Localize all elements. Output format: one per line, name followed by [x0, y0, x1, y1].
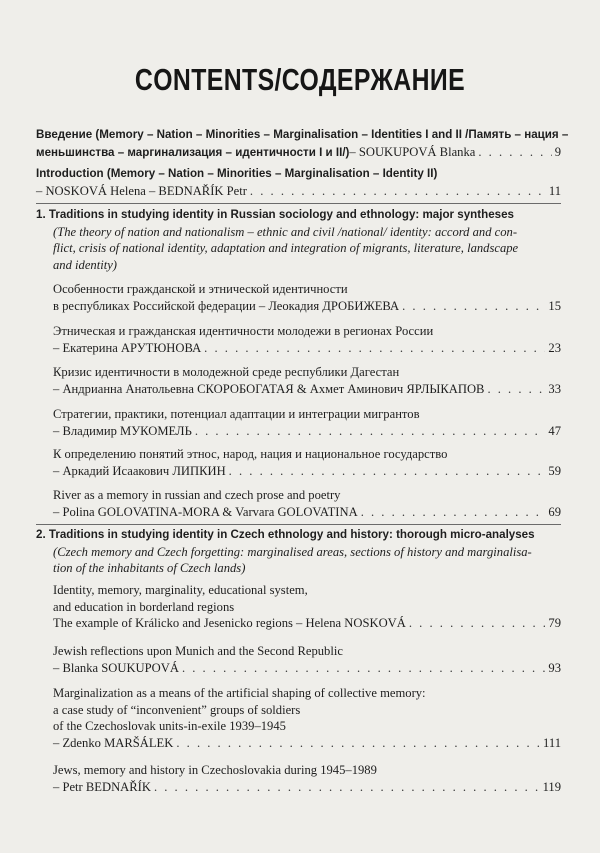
entry-title: Marginalization as a means of the artificial shaping of collective memory: [53, 686, 426, 700]
entry-title: and education in borderland regions [53, 599, 235, 614]
page-number: 93 [548, 660, 561, 675]
leader-dots [229, 463, 546, 480]
entry-author: в республиках Российской федерации – Леокадия ДРОБИЖЕВА [53, 298, 400, 313]
section-description-line: (Czech memory and Czech forgetting: marginalised areas, sections of history and marginalisa- [53, 544, 532, 559]
entry-author: – Blanka SOUKUPOVÁ [53, 660, 179, 675]
toc-entry [36, 406, 561, 439]
leader-dots [182, 660, 545, 677]
section-1 [36, 207, 561, 273]
entry-author-line [36, 144, 561, 162]
leader-dots [154, 779, 540, 796]
entry-title: Jewish reflections upon Munich and the Second Republic [53, 644, 343, 658]
page-number: 23 [548, 340, 561, 355]
leader-dots [176, 735, 540, 752]
entry-author: – Владимир МУКОМЕЛЬ [53, 423, 192, 438]
page-number: 119 [542, 779, 561, 794]
entry-author-line [53, 423, 561, 440]
leader-dots [478, 144, 551, 161]
section-heading: 2. Traditions in studying identity in Czech ethnology and history: thorough micro-analyses [36, 528, 535, 541]
entry-title: a case study of “inconvenient” groups of soldiers [53, 702, 301, 717]
toc-entry [36, 281, 561, 314]
page-number: 9 [554, 144, 561, 159]
leader-dots [409, 615, 546, 632]
entry-title: Этническая и гражданская идентичности молодежи в регионах России [53, 324, 434, 338]
page-number: 47 [548, 423, 561, 438]
entry-author-line [53, 735, 561, 752]
leader-dots [361, 504, 546, 521]
leader-dots [402, 298, 545, 315]
page-number: 79 [548, 616, 561, 630]
page-number: 59 [548, 463, 561, 478]
entry-author-line [53, 381, 561, 398]
toc-entry [36, 323, 561, 356]
toc-entry [36, 446, 561, 479]
entry-author-line [53, 298, 561, 315]
toc-entry [36, 487, 561, 520]
entry-author-line [53, 463, 561, 480]
section-2 [36, 527, 561, 577]
leader-dots [204, 340, 545, 357]
leader-dots [250, 183, 546, 200]
section-description-line: tion of the inhabitants of Czech lands) [53, 561, 246, 575]
entry-author: – Андрианна Анатольевна СКОРОБОГАТАЯ & Ахмет Аминович ЯРЛЫКАПОВ [53, 381, 485, 396]
entry-title: Jews, memory and history in Czechoslovakia during 1945–1989 [53, 763, 377, 777]
entry-title-cont: меньшинства – маргинализация – идентичности I и II/) [36, 145, 350, 159]
entry-author: The example of Králicko and Jesenicko regions – Helena NOSKOVÁ [53, 616, 406, 630]
page-title: CONTENTS/СОДЕРЖАНИЕ [134, 62, 466, 97]
entry-title: of the Czechoslovak units-in-exile 1939–1945 [53, 719, 286, 733]
entry-author: – SOUKUPOVÁ Blanka [349, 144, 476, 159]
toc-entry [36, 685, 561, 751]
toc-entry [36, 762, 561, 795]
entry-author: – Petr BEDNAŘÍK [53, 779, 151, 794]
page-number: 33 [548, 381, 561, 396]
leader-dots [487, 381, 545, 398]
toc-entry [36, 643, 561, 676]
page-number: 11 [548, 183, 561, 198]
entry-author-line [53, 615, 561, 632]
page-number: 111 [543, 735, 561, 750]
entry-author-line [53, 660, 561, 677]
entry-author-line [53, 340, 561, 357]
toc-entry [36, 364, 561, 397]
entry-title: Особенности гражданской и этнической идентичности [53, 282, 348, 296]
entry-title: Introduction (Memory – Nation – Minorities – Marginalisation – Identity II) [36, 167, 438, 180]
entry-author-line [53, 504, 561, 521]
entry-title: River as a memory in russian and czech prose and poetry [53, 488, 341, 502]
entry-title: Кризис идентичности в молодежной среде республики Дагестан [53, 365, 400, 379]
entry-title: Стратегии, практики, потенциал адаптации и интеграции мигрантов [53, 407, 420, 421]
toc-entry [36, 582, 561, 632]
section-heading: 1. Traditions in studying identity in Russian sociology and ethnology: major syntheses [36, 208, 514, 221]
entry-author-line [53, 779, 561, 796]
page-number: 69 [548, 504, 561, 519]
entry-author: – Екатерина АРУТЮНОВА [53, 340, 202, 355]
entry-author: – Аркадий Исаакович ЛИПКИН [53, 463, 226, 478]
section-description-line: (The theory of nation and nationalism – ethnic and civil /national/ identity: accord and con- [53, 224, 518, 239]
leader-dots [195, 423, 546, 440]
toc-entry-intro-en [36, 166, 561, 199]
entry-title: Введение (Memory – Nation – Minorities – Marginalisation – Identities I and II /Память – нация – [36, 128, 569, 141]
entry-title: Identity, memory, marginality, educational system, [53, 583, 308, 597]
divider [36, 203, 561, 204]
entry-author: – NOSKOVÁ Helena – BEDNAŘÍK Petr [36, 183, 247, 198]
entry-author-line [36, 183, 561, 200]
entry-title: К определению понятий этнос, народ, нация и национальное государство [53, 447, 448, 461]
entry-author: – Zdenko MARŠÁLEK [53, 735, 174, 750]
section-description-line: flict, crisis of national identity, adaptation and integration of migrants, literature, landscape [53, 241, 519, 255]
divider [36, 524, 561, 525]
entry-author: – Polina GOLOVATINA-MORA & Varvara GOLOVATINA [53, 504, 358, 519]
page-number: 15 [548, 298, 561, 313]
section-description-line: and identity) [53, 257, 118, 272]
toc-entry-intro-ru [36, 127, 569, 161]
